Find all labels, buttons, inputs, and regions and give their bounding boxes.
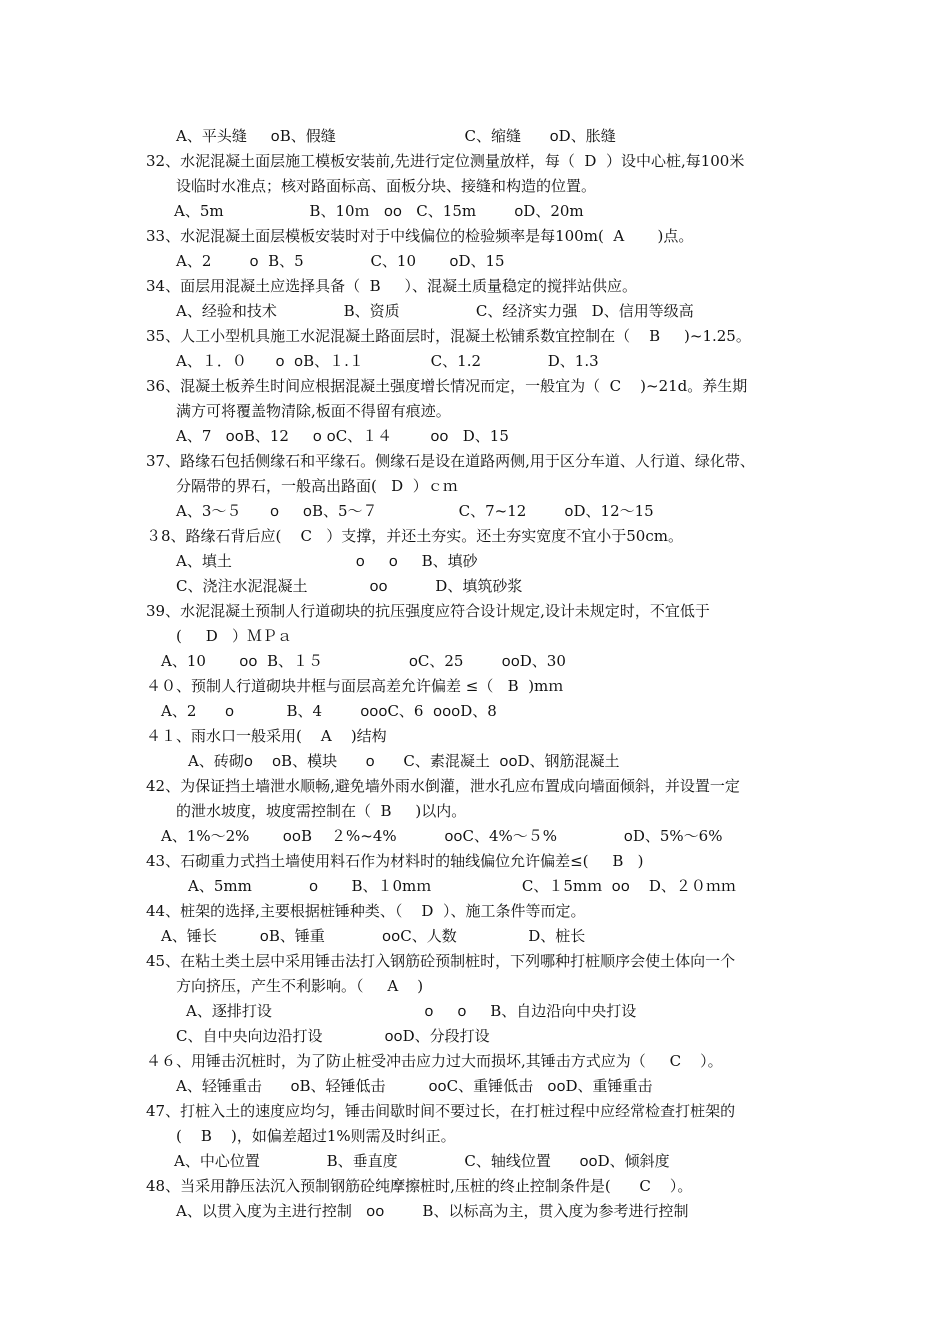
question-35: 35、人工小型机具施工水泥混凝土路面层时，混凝土松铺系数宜控制在（ B )~1.25。	[146, 327, 751, 345]
question-32: 32、水泥混凝土面层施工模板安装前,先进行定位测量放样，每（ D ）设中心桩,每100米	[146, 152, 745, 170]
option-line: A、平头缝 ꧐B、假缝 C、缩缝 ꧐D、胀缝	[176, 127, 616, 145]
question-37: 37、路缘石包括侧缘石和平缘石。侧缘石是设在道路两侧,用于区分车道、人行道、绿化带、	[146, 452, 755, 470]
question-39: 39、水泥混凝土预制人行道砌块的抗压强度应符合设计规定,设计未规定时，不宜低于	[146, 602, 710, 620]
option-line: C、自中央向边沿打设 ꧐꧐D、分段打设	[176, 1027, 490, 1045]
option-line: A、7 ꧐꧐B、12 ꧐ ꧐C、１４ ꧐꧐ D、15	[176, 427, 509, 445]
option-line: A、以贯入度为主进行控制 ꧐꧐ B、以标高为主，贯入度为参考进行控制	[176, 1202, 689, 1220]
option-line: A、经验和技术 B、资质 C、经济实力强 D、信用等级高	[176, 302, 694, 320]
option-line: A、3～５ ꧐ ꧐B、5～７ C、7~12 ꧐D、12～15	[176, 502, 654, 520]
question-33: 33、水泥混凝土面层模板安装时对于中线偏位的检验频率是每100m( A )点。	[146, 227, 694, 245]
option-line: A、中心位置 B、垂直度 C、轴线位置 ꧐꧐D、倾斜度	[174, 1152, 670, 1170]
option-line: A、逐排打设 ꧐ ꧐ B、自边沿向中央打设	[186, 1002, 637, 1020]
question-47: 47、打桩入土的速度应均匀，锤击间歇时间不要过长，在打桩过程中应经常检查打桩架的	[146, 1102, 736, 1120]
question-text-continued: 分隔带的界石，一般高出路面( D ）ｃｍ	[176, 477, 458, 495]
question-45: 45、在粘土类土层中采用锤击法打入钢筋砼预制桩时，下列哪种打桩顺序会使土体向一个	[146, 952, 736, 970]
option-line: A、锤长 ꧐B、锤重 ꧐꧐C、人数 D、桩长	[161, 927, 586, 945]
option-line: A、1%～2% ꧐꧐B ２%~4% ꧐꧐C、4%～５% ꧐D、5%～6%	[161, 827, 723, 845]
option-line: A、2 ꧐ B、4 ꧐꧐꧐C、6 ꧐꧐꧐D、8	[161, 702, 497, 720]
option-line: A、2 ꧐ B、5 C、10 ꧐D、15	[176, 252, 505, 270]
question-text-continued: 方向挤压，产生不利影响。（ A )	[176, 977, 424, 995]
option-line: A、10 ꧐꧐ B、１５ ꧐C、25 ꧐꧐D、30	[161, 652, 566, 670]
question-text-continued: 设临时水准点；核对路面标高、面板分块、接缝和构造的位置。	[176, 177, 597, 195]
question-42: 42、为保证挡土墙泄水顺畅,避免墙外雨水倒灌，泄水孔应布置成向墙面倾斜，并设置一定	[146, 777, 740, 795]
question-text-continued: ( D ）ＭＰａ	[176, 627, 293, 645]
option-line: A、5m B、10ｍ ꧐꧐ C、15m ꧐D、20m	[174, 202, 584, 220]
question-36: 36、混凝土板养生时间应根据混凝土强度增长情况而定，一般宜为（ C )~21d。养生期	[146, 377, 748, 395]
question-41: ４１、雨水口一般采用( A )结构	[146, 727, 387, 745]
option-line: A、轻锤重击 ꧐B、轻锤低击 ꧐꧐C、重锤低击 ꧐꧐D、重锤重击	[176, 1077, 653, 1095]
option-line: A、填土 ꧐ ꧐ B、填砂	[176, 552, 478, 570]
question-40: ４０、预制人行道砌块井框与面层高差允许偏差 ≤（ B )mｍ	[146, 677, 564, 695]
question-38: ３8、路缘石背后应( C ）支撑，并还土夯实。还土夯实宽度不宜小于50cm。	[146, 527, 683, 545]
question-44: 44、桩架的选择,主要根据桩锤种类、（ D ）、施工条件等而定。	[146, 902, 586, 920]
question-48: 48、当采用静压法沉入预制钢筋砼纯摩擦桩时,压桩的终止控制条件是( C ）。	[146, 1177, 693, 1195]
question-43: 43、石砌重力式挡土墙使用料石作为材料时的轴线偏位允许偏差≤( B )	[146, 852, 644, 870]
option-line: A、5mm ꧐ B、１0mｍ C、１5mｍ ꧐꧐ D、２０ｍｍ	[188, 877, 736, 895]
question-34: 34、面层用混凝土应选择具备（ B ）、混凝土质量稳定的搅拌站供应。	[146, 277, 637, 295]
question-text-continued: 的泄水坡度，坡度需控制在（ B )以内。	[176, 802, 467, 820]
question-46: ４６、用锤击沉桩时，为了防止桩受冲击应力过大而损坏,其锤击方式应为（ C ）。	[146, 1052, 723, 1070]
option-line: C、浇注水泥混凝土 ꧐꧐ D、填筑砂浆	[176, 577, 523, 595]
question-text-continued: ( B )，如偏差超过1%则需及时纠正。	[176, 1127, 456, 1145]
option-line: A、砖砌꧐ ꧐B、模块 ꧐ C、素混凝土 ꧐꧐D、钢筋混凝土	[188, 752, 620, 770]
option-line: A、１．０ ꧐ ꧐B、１.１ C、1.2 D、1.3	[176, 352, 599, 370]
question-text-continued: 满方可将覆盖物清除,板面不得留有痕迹。	[176, 402, 451, 420]
